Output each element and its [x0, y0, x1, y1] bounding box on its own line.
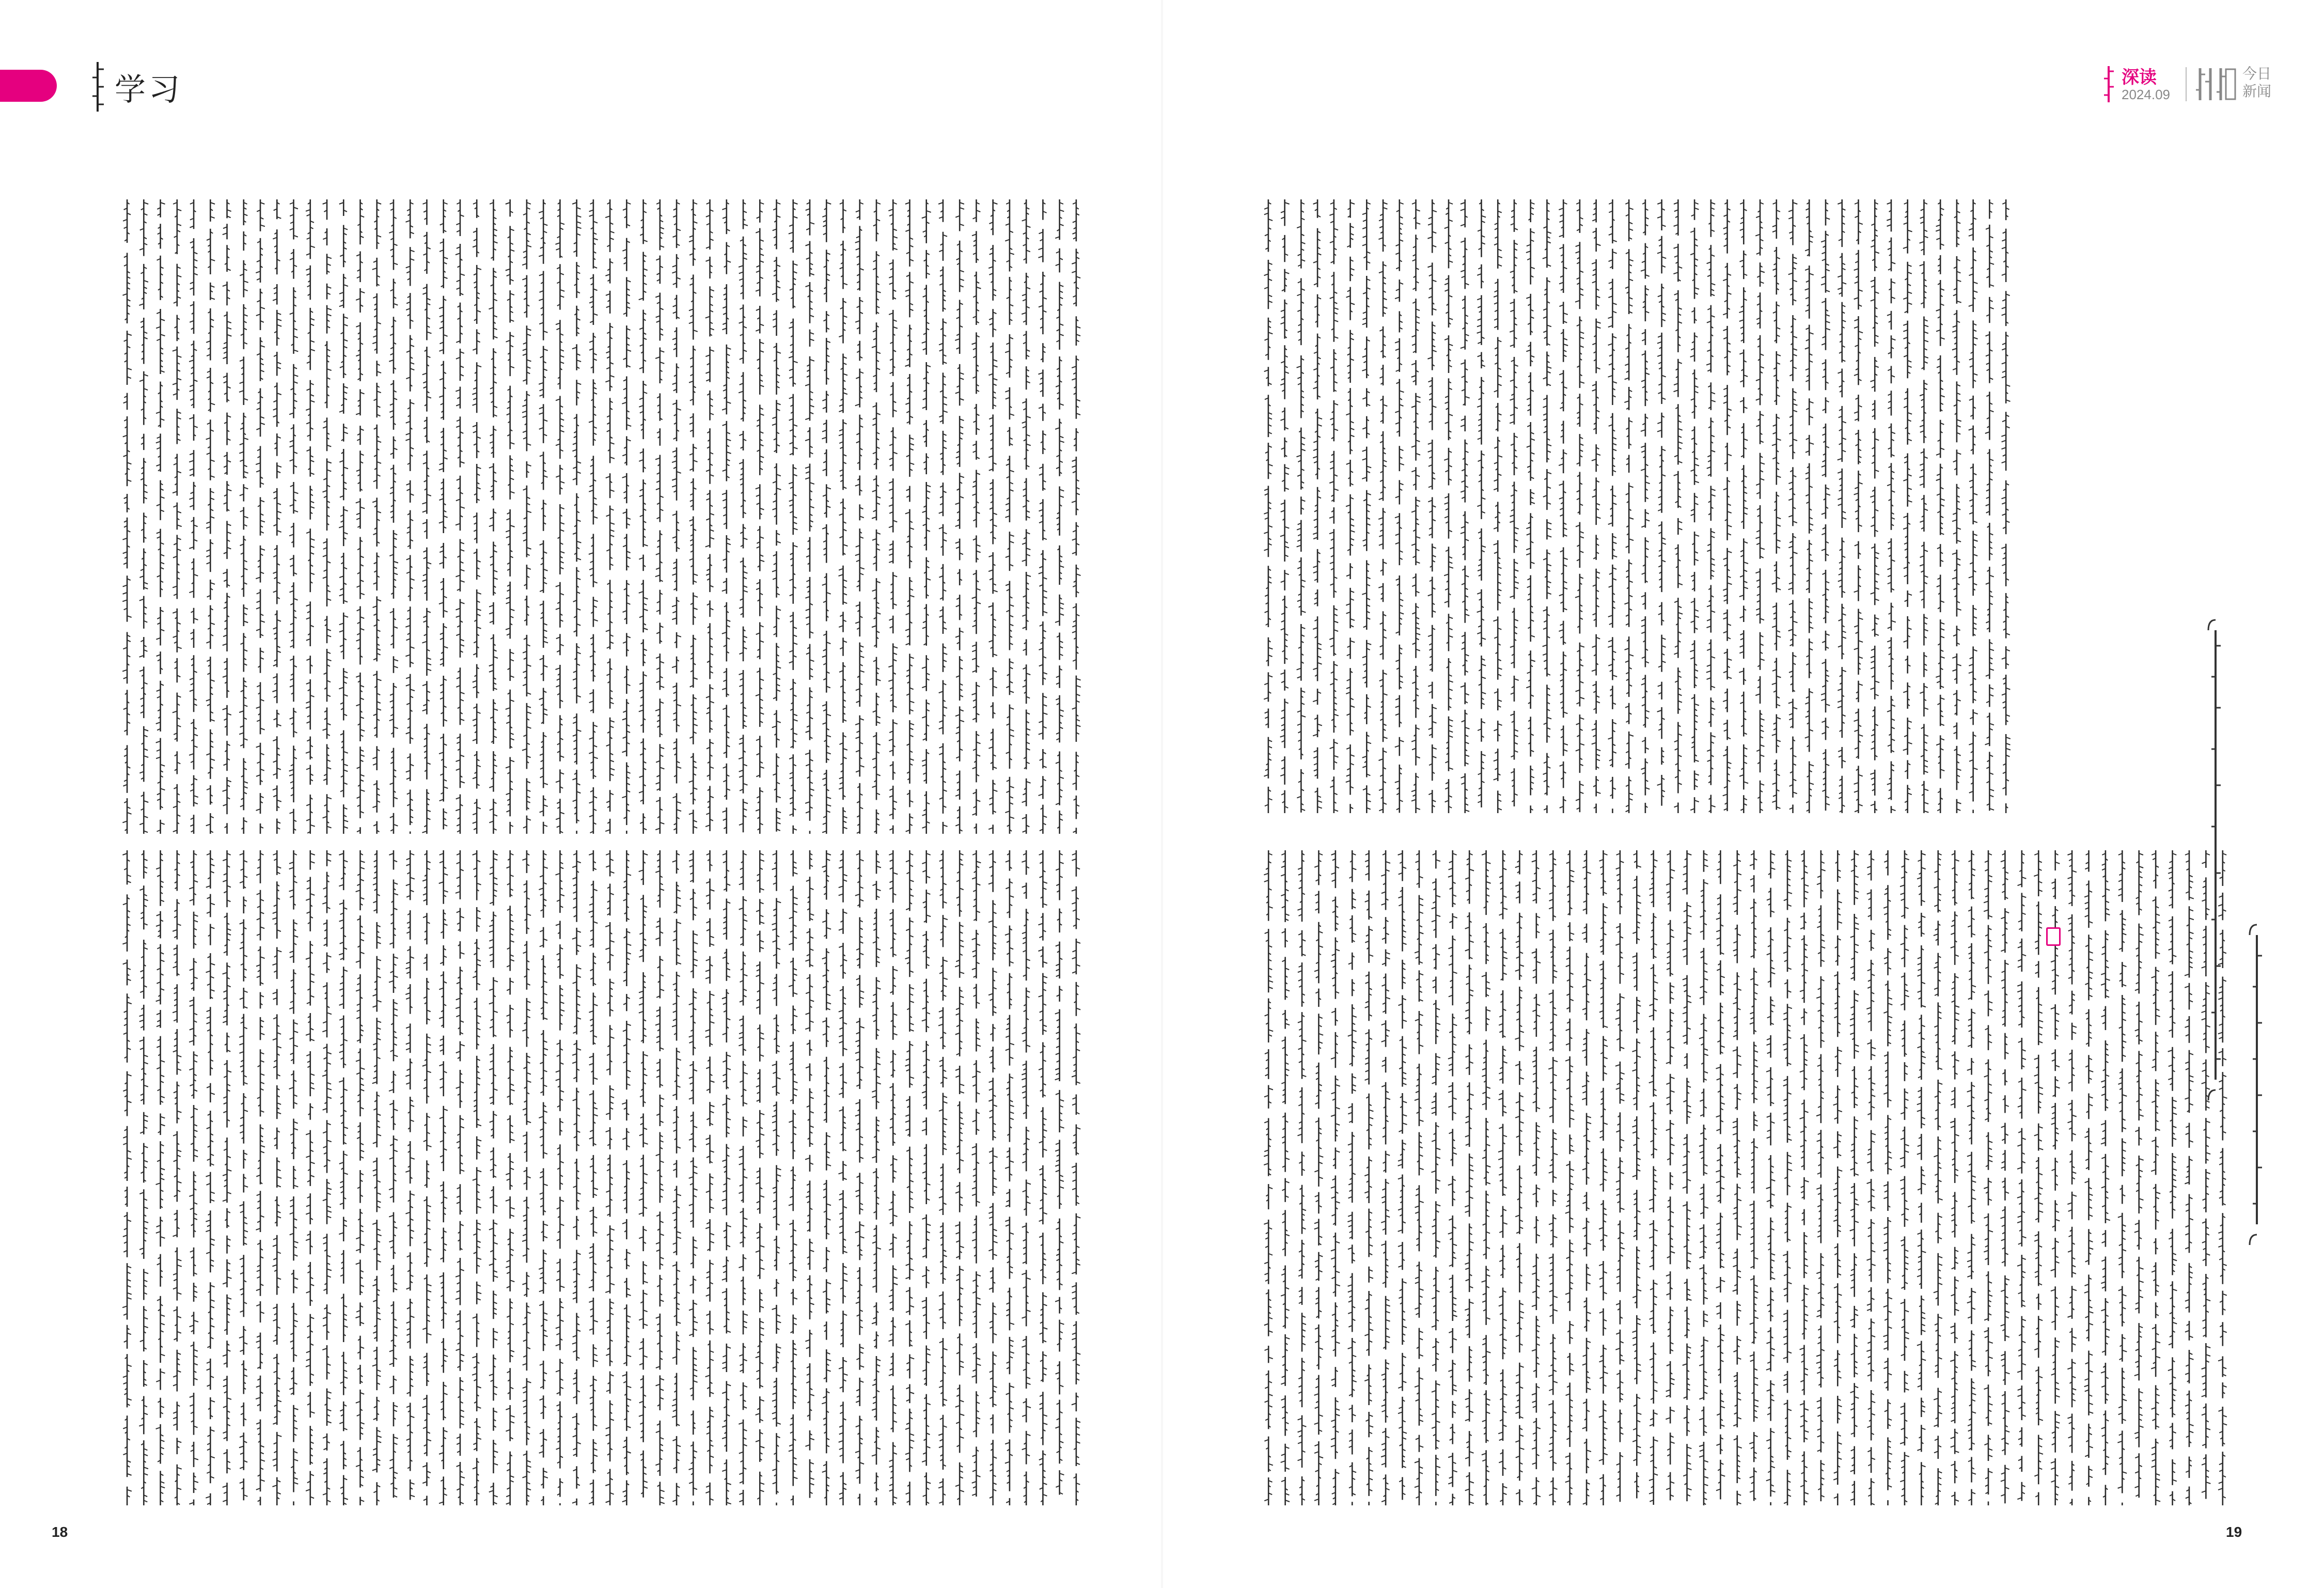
text-line: [756, 199, 764, 834]
text-line: [389, 850, 398, 1498]
text-line: [1624, 199, 1634, 813]
text-line: [955, 199, 964, 834]
text-line: [256, 850, 265, 1505]
text-line: [1733, 850, 1742, 1505]
magazine-title-mongolian: [2102, 66, 2115, 102]
text-line: [1005, 199, 1014, 834]
text-line: [1038, 199, 1047, 834]
text-line: [1934, 850, 1943, 1505]
text-line: [1565, 850, 1575, 1505]
text-line: [1800, 850, 1809, 1505]
text-line: [472, 850, 481, 1505]
end-of-article-mark: [2046, 927, 2061, 946]
text-line: [1297, 850, 1306, 1505]
text-line: [872, 199, 881, 834]
vertical-text-block: [1260, 196, 2014, 816]
text-line: [439, 199, 448, 829]
text-line: [322, 850, 332, 1505]
section-label-mongolian: [89, 62, 106, 112]
text-line: [1072, 199, 1081, 834]
text-line: [1699, 850, 1708, 1505]
text-line: [2034, 850, 2043, 1505]
text-line: [1783, 850, 1792, 1505]
text-line: [789, 199, 798, 834]
text-line: [356, 850, 365, 1505]
text-line: [1967, 850, 1976, 1505]
text-line: [439, 850, 448, 1505]
text-line: [2000, 850, 2009, 1503]
text-line: [1833, 850, 1843, 1505]
text-line: [1866, 850, 1876, 1505]
text-line: [189, 199, 198, 834]
text-line: [1461, 199, 1470, 813]
text-line: [172, 850, 182, 1505]
text-line: [1411, 199, 1421, 813]
text-line: [1950, 850, 1959, 1505]
text-line: [572, 850, 582, 1505]
text-line: [1415, 850, 1424, 1505]
text-line: [322, 199, 331, 834]
text-line: [1444, 199, 1453, 813]
text-line: [1952, 199, 1961, 813]
text-line: [1919, 199, 1928, 813]
section-tab-marker: [0, 70, 57, 102]
text-line: [206, 199, 215, 834]
text-line: [339, 850, 348, 1505]
text-line: [655, 199, 665, 834]
text-line: [1716, 850, 1725, 1499]
magazine-header: [2102, 62, 2293, 108]
text-line: [1649, 850, 1658, 1505]
text-line: [1917, 850, 1926, 1505]
text-line: [422, 199, 431, 834]
text-line: [872, 850, 881, 1505]
text-line: [972, 850, 981, 1497]
text-line: [2051, 850, 2060, 1505]
text-line: [489, 850, 498, 1505]
text-line: [189, 850, 198, 1505]
text-line: [539, 199, 548, 834]
text-line: [1592, 199, 1601, 813]
text-line: [239, 199, 248, 834]
text-line: [172, 199, 182, 834]
text-line: [206, 850, 215, 1505]
text-line: [1280, 199, 1290, 813]
text-line: [1477, 199, 1486, 807]
issue-date: 2024.09: [2122, 87, 2170, 103]
text-line: [822, 199, 831, 834]
text-line: [855, 850, 865, 1505]
text-line: [1641, 199, 1650, 813]
text-line: [905, 850, 915, 1505]
text-line: [805, 850, 814, 1498]
text-line: [1346, 199, 1355, 813]
text-line: [1431, 850, 1440, 1505]
text-line: [1378, 199, 1387, 813]
text-line: [456, 199, 465, 834]
text-line: [1526, 199, 1535, 813]
text-line: [139, 199, 148, 834]
header-divider: [2186, 67, 2187, 101]
text-line: [672, 199, 681, 834]
magazine-title: 深读: [2122, 63, 2157, 88]
text-line: [456, 850, 465, 1505]
text-line: [639, 199, 648, 834]
text-line: [1936, 199, 1944, 813]
text-line: [2134, 850, 2144, 1498]
text-line: [1314, 850, 1324, 1505]
text-line: [1395, 199, 1404, 813]
text-line: [655, 850, 665, 1505]
text-line: [789, 850, 798, 1505]
text-line: [1739, 199, 1748, 813]
left-page-column-bottom: [119, 847, 1085, 1508]
text-line: [2067, 850, 2077, 1505]
text-line: [839, 850, 848, 1505]
text-line: [356, 199, 365, 834]
text-line: [472, 199, 481, 834]
text-line: [938, 199, 948, 834]
text-line: [289, 850, 299, 1505]
text-line: [1427, 199, 1436, 813]
text-line: [1362, 199, 1371, 813]
text-line: [589, 850, 598, 1505]
text-line: [1608, 199, 1617, 813]
text-line: [522, 850, 531, 1505]
text-line: [2151, 850, 2160, 1505]
text-line: [1883, 850, 1893, 1505]
text-line: [905, 199, 915, 834]
text-line: [1854, 199, 1863, 813]
text-line: [122, 199, 132, 834]
text-line: [988, 199, 998, 834]
text-line: [1816, 850, 1826, 1501]
author-byline: [2195, 615, 2283, 1250]
text-line: [1559, 199, 1568, 813]
text-line: [256, 199, 265, 834]
text-line: [522, 199, 531, 834]
text-line: [2185, 850, 2194, 1505]
text-line: [2168, 850, 2177, 1505]
text-line: [139, 850, 148, 1505]
page-number-left: 18: [52, 1524, 68, 1540]
text-line: [1749, 850, 1758, 1501]
text-line: [2101, 850, 2110, 1505]
text-line: [1850, 850, 1859, 1505]
text-line: [689, 199, 698, 834]
right-page-column-bottom: [1260, 847, 2231, 1508]
text-line: [772, 850, 781, 1505]
text-line: [1448, 850, 1457, 1505]
text-line: [1900, 850, 1909, 1505]
text-line: [2117, 850, 2127, 1505]
text-line: [289, 199, 299, 834]
text-line: [1281, 850, 1290, 1505]
text-line: [1482, 850, 1491, 1505]
text-line: [239, 850, 248, 1500]
text-line: [722, 199, 731, 834]
text-line: [223, 199, 232, 834]
text-line: [589, 199, 598, 834]
text-line: [556, 850, 565, 1505]
text-line: [489, 199, 498, 834]
text-line: [389, 199, 398, 834]
text-line: [1838, 199, 1846, 813]
text-line: [1022, 850, 1031, 1505]
text-line: [639, 850, 648, 1498]
text-line: [1821, 199, 1830, 811]
text-line: [839, 199, 848, 834]
text-line: [822, 850, 831, 1505]
text-line: [1887, 199, 1896, 813]
text-line: [888, 199, 898, 834]
text-line: [1657, 199, 1667, 806]
text-line: [306, 850, 315, 1505]
text-line: [888, 850, 898, 1505]
vertical-text-block: [119, 196, 1085, 837]
text-line: [938, 850, 948, 1505]
text-line: [1582, 850, 1591, 1505]
text-line: [1755, 199, 1765, 813]
text-line: [1969, 199, 1978, 813]
text-line: [1515, 850, 1524, 1505]
text-line: [1870, 199, 1879, 813]
text-line: [1398, 850, 1407, 1500]
right-page-column-top: [1260, 196, 2014, 816]
text-line: [1055, 199, 1064, 834]
text-line: [1038, 850, 1047, 1505]
text-line: [1072, 850, 1080, 1505]
text-line: [1673, 199, 1683, 813]
text-line: [605, 850, 615, 1505]
text-line: [688, 850, 698, 1505]
text-line: [272, 199, 281, 834]
text-line: [1683, 850, 1692, 1501]
text-line: [1632, 850, 1641, 1498]
text-line: [739, 199, 748, 832]
text-line: [2017, 850, 2027, 1501]
text-line: [955, 850, 964, 1505]
newspaper-logo-mongolian: [2193, 66, 2237, 102]
text-line: [1331, 850, 1340, 1505]
left-page-column-top: [119, 196, 1085, 837]
text-line: [156, 199, 165, 834]
text-line: [855, 199, 865, 834]
text-line: [405, 850, 415, 1500]
text-line: [1805, 199, 1814, 813]
text-line: [1615, 850, 1625, 1502]
text-line: [922, 199, 931, 834]
text-line: [1498, 850, 1508, 1505]
page-number-right: 19: [2226, 1524, 2242, 1540]
text-line: [372, 199, 382, 834]
vertical-text-block: [119, 847, 1085, 1508]
text-line: [622, 850, 631, 1505]
text-line: [922, 850, 931, 1505]
text-line: [1347, 850, 1356, 1505]
text-line: [722, 850, 731, 1505]
text-line: [555, 199, 564, 834]
text-line: [605, 199, 615, 834]
text-line: [622, 199, 631, 834]
text-line: [1055, 850, 1064, 1495]
text-line: [1772, 199, 1781, 809]
text-line: [422, 850, 432, 1505]
text-line: [705, 199, 714, 831]
text-line: [1706, 199, 1716, 813]
text-line: [272, 850, 281, 1505]
spread-gutter: [1161, 0, 1163, 1588]
text-line: [1510, 199, 1519, 806]
text-line: [306, 199, 315, 834]
text-line: [1548, 850, 1558, 1505]
text-line: [405, 199, 415, 834]
text-line: [1381, 850, 1390, 1505]
text-line: [1984, 850, 1993, 1505]
text-line: [739, 850, 748, 1505]
text-line: [705, 850, 715, 1505]
text-line: [539, 850, 548, 1505]
text-line: [1599, 850, 1608, 1505]
text-line: [1788, 199, 1798, 813]
text-line: [156, 850, 165, 1505]
text-line: [1766, 850, 1776, 1505]
newspaper-logo: 今日 新闻: [2242, 65, 2279, 100]
text-line: [1493, 199, 1502, 813]
text-line: [223, 850, 232, 1505]
text-line: [1313, 199, 1322, 813]
text-line: [756, 850, 765, 1505]
text-line: [506, 850, 515, 1505]
text-line: [805, 199, 814, 834]
text-line: [1364, 850, 1373, 1505]
text-line: [1465, 850, 1474, 1505]
text-line: [122, 850, 132, 1505]
text-line: [572, 199, 582, 834]
text-line: [1532, 850, 1541, 1505]
text-line: [372, 850, 382, 1505]
text-line: [1575, 199, 1584, 812]
text-line: [988, 850, 998, 1505]
text-line: [1985, 199, 1994, 811]
text-line: [972, 199, 981, 834]
text-line: [772, 199, 781, 832]
text-line: [1723, 199, 1732, 811]
text-line: [1264, 850, 1273, 1505]
text-line: [2001, 199, 2011, 813]
text-line: [1666, 850, 1675, 1500]
text-line: [1329, 199, 1339, 813]
text-line: [506, 199, 515, 834]
text-line: [1005, 850, 1014, 1505]
vertical-text-block: [1260, 847, 2231, 1508]
text-line: [1296, 199, 1306, 813]
text-line: [1264, 199, 1273, 813]
text-line: [672, 850, 681, 1505]
text-line: [1022, 199, 1031, 834]
text-line: [1903, 199, 1912, 813]
text-line: [1690, 199, 1699, 813]
text-line: [1543, 199, 1552, 813]
text-line: [339, 199, 348, 834]
section-label: 学习: [115, 65, 183, 110]
text-line: [2084, 850, 2094, 1505]
